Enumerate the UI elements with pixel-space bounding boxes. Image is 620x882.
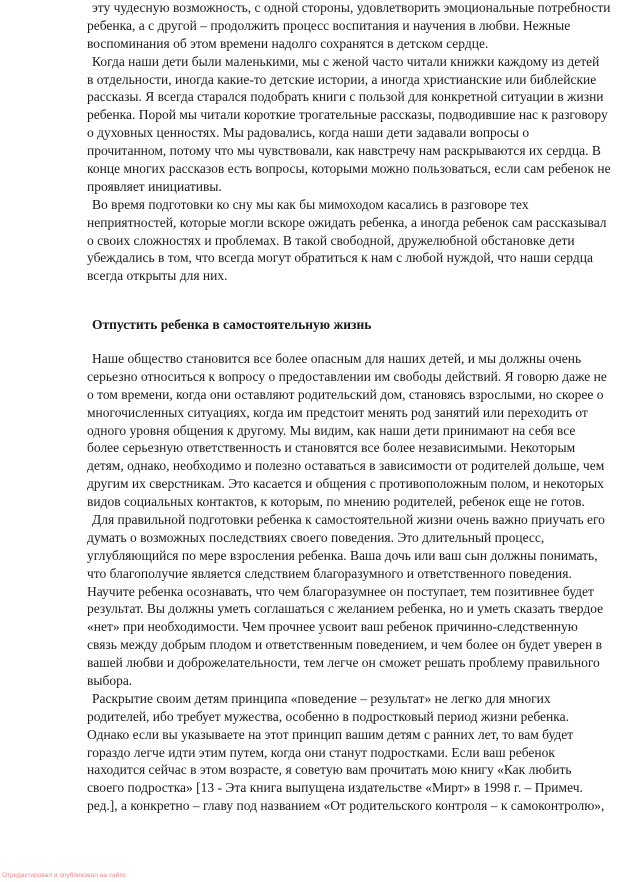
text-line: другим их сверстникам. Это касается и общения с противоположным полом, и некоторых <box>87 476 604 492</box>
text-line: убеждались в том, что всегда могут обратиться к нам с любой нуждой, что наши сердца <box>87 250 593 266</box>
text-line: Когда наши дети были маленькими, мы с женой часто читали книжки каждому из детей <box>92 53 600 69</box>
text-line: что благополучие является следствием благоразумного и ответственного поведения. <box>87 565 572 581</box>
text-line: родителей, ибо требует мужества, особенно в подростковый период жизни ребенка. <box>87 708 569 724</box>
text-line: гораздо легче идти этим путем, когда они станут подростками. Если ваш ребенок <box>87 744 555 760</box>
text-line: своего подростка» [13 - Эта книга выпущена издательстве «Мирт» в 1998 г. – Примеч. <box>87 780 583 796</box>
text-line: прочитанном, потому что мы чувствовали, как навстречу нам раскрываются их сердца. В <box>87 143 601 159</box>
text-line: углубляющийся по мере взросления ребенка. Ваша дочь или ваш сын должны понимать, <box>87 547 598 563</box>
text-line: ребенка, а с другой – продолжить процесс воспитания и научения в любви. Нежные <box>87 17 571 33</box>
text-line: думать о возможных последствиях своего поведения. Это длительный процесс, <box>87 529 545 545</box>
text-section-top <box>87 0 615 285</box>
text-line: в отдельности, иногда какие-то детские истории, а иногда христианские или библейские <box>87 71 597 87</box>
text-line: Наше общество становится все более опасным для наших детей, и мы должны очень <box>92 351 582 366</box>
text-line: связь между добрым плодом и ответственным поведением, и чем более он будет уверен в <box>87 637 602 653</box>
text-line: ред.], а конкретно – главу под названием «От родительского контроля – к самоконтролю», <box>87 798 605 814</box>
text-line: видов социальных контактов, к которым, по мнению родителей, ребенок еще не готов. <box>87 494 585 510</box>
text-line: рассказы. Я всегда старался подобрать книги с пользой для конкретной ситуации в жизни <box>87 89 604 105</box>
text-line: ребенка. Порой мы читали короткие трогательные рассказы, подводившие нас к разговору <box>87 107 608 123</box>
text-line: Для правильной подготовки ребенка к самостоятельной жизни очень важно приучать его <box>92 512 605 528</box>
text-line: всегда открыты для них. <box>87 268 228 284</box>
text-line: Раскрытие своим детям принципа «поведение – результат» не легко для многих <box>92 690 551 706</box>
text-line: находится сейчас в этом возрасте, я советую вам прочитать мою книгу «Как любить <box>87 762 572 778</box>
text-line: более серьезную ответственность и становятся все более независимыми. Некоторым <box>87 440 576 456</box>
text-line: Научите ребенка осознавать, что чем благоразумнее он поступает, тем позитивнее будет <box>87 583 594 599</box>
paragraph <box>87 511 615 690</box>
text-line: детям, однако, необходимо и полезно оставаться в зависимости от родителей дольше, чем <box>87 458 605 474</box>
text-line: одного уровня общения к другому. Мы видим, как наши дети принимают на себя все <box>87 422 576 438</box>
text-line: о духовных ценностях. Мы радовались, когда наши дети задавали вопросы о <box>87 125 530 141</box>
text-line: Однако если вы указываете на этот принцип вашим детям с ранних лет, то вам будет <box>87 726 574 742</box>
text-line: эту чудесную возможность, с одной стороны, удовлетворить эмоциональные потребности <box>92 0 611 15</box>
text-line: выбора. <box>87 673 133 689</box>
paragraph <box>87 690 615 815</box>
text-line: Во время подготовки ко сну мы как бы мимоходом касались в разговоре тех <box>92 196 529 212</box>
text-line: результат. Вы должны уметь соглашаться с желанием ребенка, но и уметь сказать твердое <box>87 601 604 617</box>
text-line: о том времени, когда они оставляют родительский дом, становясь взрослыми, но скорее о <box>87 386 604 402</box>
text-line: проявляет инициативы. <box>87 178 222 194</box>
paragraph <box>87 350 615 511</box>
paragraph <box>87 196 615 285</box>
text-line: о своих сложностях и проблемах. В такой свободной, дружелюбной обстановке дети <box>87 232 575 248</box>
text-line: конце многих рассказов есть вопросы, которыми можно пользоваться, если сам ребенок не <box>87 161 611 177</box>
paragraph <box>87 53 615 196</box>
section-heading: Отпустить ребенка в самостоятельную жизнь <box>92 317 372 332</box>
text-line: серьезно относиться к вопросу о предоставлении им свободы действий. Я говорю даже не <box>87 368 607 384</box>
paragraph <box>87 0 615 53</box>
text-line: вашей любви и доброжелательности, тем легче он сможет решать проблему правильного <box>87 655 600 671</box>
footer-credit: Отредактировал и опубликовал на сайте <box>2 872 126 879</box>
text-line: «нет» при необходимости. Чем прочнее усвоит ваш ребенок причинно-следственную <box>87 619 578 635</box>
text-line: воспоминания об этом времени надолго сохранятся в детском сердце. <box>87 35 489 51</box>
text-section-body <box>87 350 615 815</box>
text-line: многочисленных ситуациях, когда им предстоит менять род занятий или переходить от <box>87 404 588 420</box>
text-line: неприятностей, которые могли вскоре ожидать ребенка, а иногда ребенок сам рассказывал <box>87 214 607 230</box>
